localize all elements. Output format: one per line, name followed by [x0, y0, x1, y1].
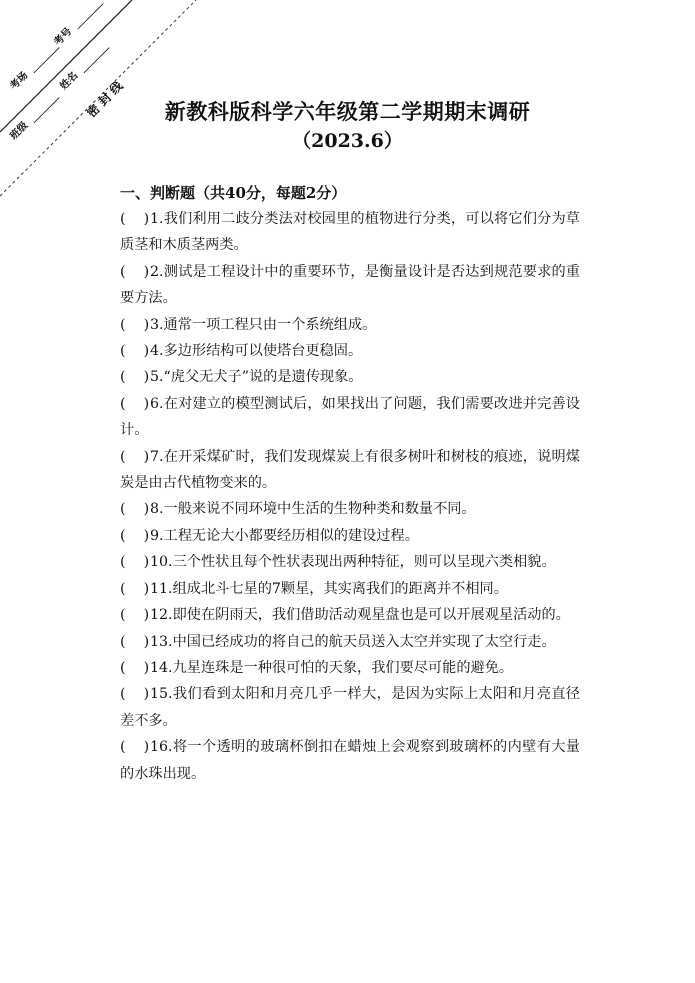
question-text: 11.组成北斗七星的7颗星，其实离我们的距离并不相同。	[150, 580, 508, 597]
question-item	[120, 259, 580, 312]
section-heading: 一、判断题（共40分，每题2分）	[120, 184, 347, 202]
answer-blank[interactable]: ( )	[120, 316, 150, 333]
answer-blank[interactable]: ( )	[120, 633, 150, 650]
question-item	[120, 576, 580, 602]
question-item	[120, 523, 580, 549]
question-text: 15.我们看到太阳和月亮几乎一样大，是因为实际上太阳和月亮直径差不多。	[120, 686, 580, 729]
answer-blank[interactable]: ( )	[120, 527, 150, 544]
question-item	[120, 496, 580, 522]
seal-label-class: 班级	[8, 120, 31, 143]
seal-text: 密 封 线	[84, 78, 126, 121]
question-text: 16.将一个透明的玻璃杯倒扣在蜡烛上会观察到玻璃杯的内壁有大量的水珠出现。	[120, 739, 580, 782]
question-text: 5.“虎父无犬子”说的是遗传现象。	[150, 369, 363, 386]
question-item	[120, 444, 580, 497]
question-text: 1.我们利用二歧分类法对校园里的植物进行分类，可以将它们分为草质茎和木质茎两类。	[120, 211, 580, 254]
question-text: 4.多边形结构可以使塔台更稳固。	[150, 343, 363, 360]
question-text: 7.在开采煤矿时，我们发现煤炭上有很多树叶和树枝的痕迹，说明煤炭是由古代植物变来的。	[120, 448, 580, 492]
question-item	[120, 734, 580, 787]
answer-blank[interactable]: ( )	[120, 448, 150, 465]
page-title: 新教科版科学六年级第二学期期末调研	[164, 99, 531, 124]
page-subtitle: （2023.6）	[292, 130, 403, 152]
question-item	[120, 206, 580, 259]
question-text: 6.在对建立的模型测试后，如果找出了问题，我们需要改进并完善设计。	[120, 395, 580, 439]
question-text: 3.通常一项工程只由一个系统组成。	[150, 316, 377, 333]
question-text: 10.三个性状且每个性状表现出两种特征，则可以呈现六类相貌。	[150, 554, 556, 571]
answer-blank[interactable]: ( )	[120, 686, 150, 703]
question-text: 2.测试是工程设计中的重要环节，是衡量设计是否达到规范要求的重要方法。	[120, 263, 580, 307]
question-item	[120, 681, 580, 734]
answer-blank[interactable]: ( )	[120, 580, 150, 597]
answer-blank[interactable]: ( )	[120, 369, 150, 386]
question-item	[120, 655, 580, 681]
answer-blank[interactable]: ( )	[120, 607, 150, 624]
answer-blank[interactable]: ( )	[120, 211, 150, 227]
answer-blank[interactable]: ( )	[120, 659, 150, 676]
question-item	[120, 549, 580, 575]
question-item	[120, 364, 580, 390]
question-text: 9.工程无论大小都要经历相似的建设过程。	[150, 527, 419, 544]
answer-blank[interactable]: ( )	[120, 739, 150, 756]
seal-label-exam-room: 考场	[8, 70, 31, 93]
answer-blank[interactable]: ( )	[120, 343, 150, 360]
question-text: 14.九星连珠是一种很可怕的天象，我们要尽可能的避免。	[150, 659, 514, 676]
answer-blank[interactable]: ( )	[120, 554, 150, 571]
question-item	[120, 602, 580, 628]
question-text: 12.即使在阴雨天，我们借助活动观星盘也是可以开展观星活动的。	[150, 607, 570, 624]
question-item	[120, 391, 580, 444]
question-item	[120, 312, 580, 338]
answer-blank[interactable]: ( )	[120, 501, 150, 518]
answer-blank[interactable]: ( )	[120, 395, 150, 412]
question-text: 8.一般来说不同环境中生活的生物种类和数量不同。	[150, 501, 476, 518]
question-item	[120, 629, 580, 655]
question-text: 13.中国已经成功的将自己的航天员送入太空并实现了太空行走。	[150, 633, 556, 650]
seal-label-name: 姓名	[58, 70, 81, 93]
question-item	[120, 338, 580, 364]
answer-blank[interactable]: ( )	[120, 263, 150, 280]
question-list	[120, 206, 580, 787]
seal-label-exam-number: 考号	[52, 26, 75, 49]
